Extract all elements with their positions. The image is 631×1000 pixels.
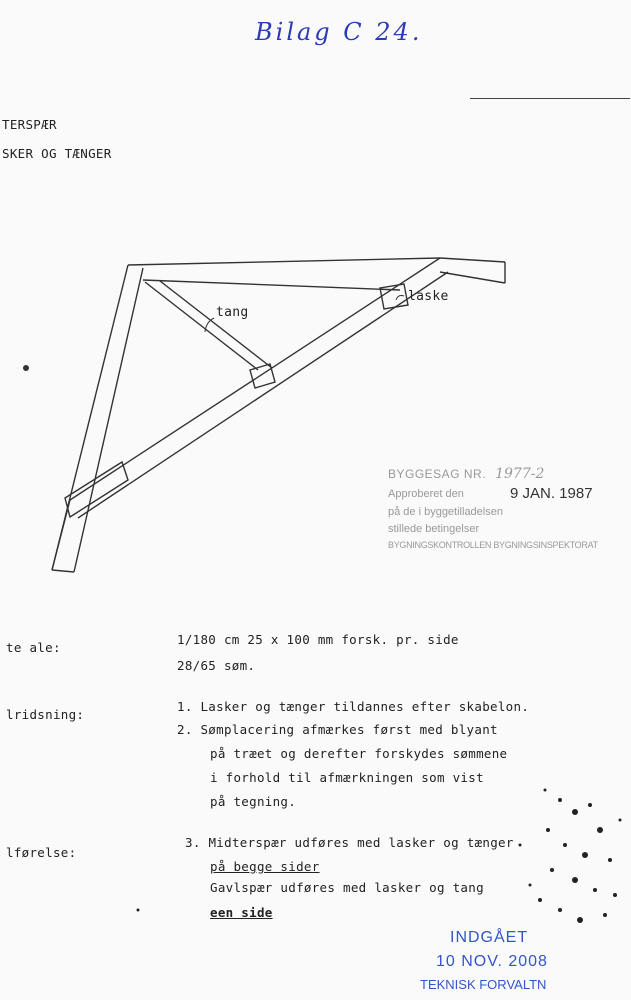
stamp-case-number: 1977-2 [495, 466, 545, 482]
stamp-line-1: BYGGESAG NR. [388, 467, 487, 481]
stamp-date: 9 JAN. 1987 [510, 485, 593, 502]
row-procedure-line-1: 1. Lasker og tænger tildannes efter skabelon. [177, 699, 530, 714]
label-laske: laske [408, 289, 449, 304]
row-execution-line-2: på begge sider [210, 859, 320, 874]
row-material-line-1: 1/180 cm 25 x 100 mm forsk. pr. side [177, 632, 459, 647]
row-procedure-label: lridsning: [6, 707, 85, 722]
row-procedure-line-4: i forhold til afmærkningen som vist [210, 770, 484, 785]
row-procedure-line-3: på træet og derefter forskydes sømmene [210, 746, 508, 761]
row-execution-line-3: Gavlspær udføres med lasker og tang [210, 880, 484, 895]
received-stamp [420, 925, 630, 1000]
stamp-line-5: BYGNINGSKONTROLLEN BYGNINGSINSPEKTORAT [388, 540, 598, 550]
row-procedure-line-2: 2. Sømplacering afmærkes først med blyant [177, 722, 498, 737]
stamp-line-2: Approberet den [388, 488, 464, 500]
row-execution-label: lførelse: [6, 845, 77, 860]
received-stamp-date: 10 NOV. 2008 [436, 953, 548, 970]
stamp-line-3: på de i byggetilladelsen [388, 506, 503, 518]
received-stamp-line-3: TEKNISK FORVALTN [420, 977, 547, 992]
title-line-1: TERSPÆR [2, 117, 57, 132]
row-execution-line-4: een side [210, 905, 273, 920]
row-material-line-2: 28/65 søm. [177, 658, 256, 673]
stamp-line-4: stillede betingelser [388, 523, 480, 535]
received-stamp-line-1: INDGÅET [450, 929, 529, 946]
row-procedure-line-5: på tegning. [210, 794, 297, 809]
row-material-label: te ale: [6, 640, 61, 655]
row-execution-line-1: 3. Midterspær udføres med lasker og tænger [185, 835, 514, 850]
label-tang: tang [216, 305, 249, 320]
title-line-2: SKER OG TÆNGER [2, 146, 112, 161]
handwritten-header: Bilag C 24. [255, 18, 423, 46]
